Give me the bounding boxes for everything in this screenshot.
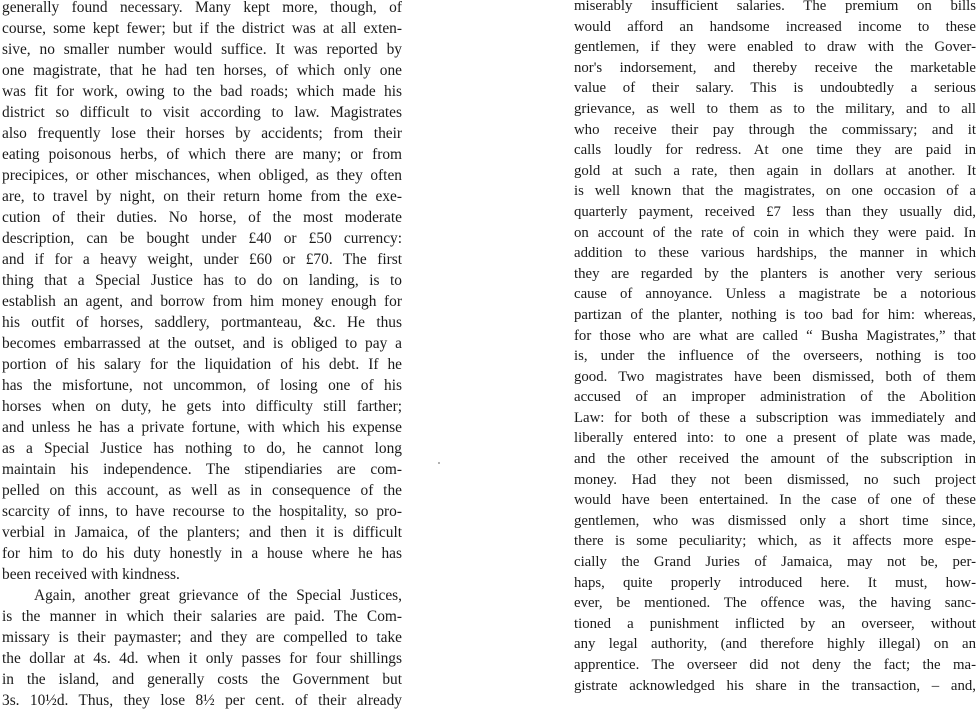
text-line: apprentice. The overseer did not deny the fact; the ma- (574, 657, 976, 673)
text-line: course, some kept fewer; but if the district was at all exten- (2, 20, 402, 37)
text-line: one magistrate, that he had ten horses, of which only one (2, 62, 402, 79)
text-line: would have been entertained. In the case of one of these (574, 492, 976, 509)
text-line: would afford an handsome increased income to these (574, 18, 976, 35)
text-line: ever, be mentioned. The offence was, the having sanc- (574, 595, 976, 612)
text-line: haps, quite properly introduced here. It must, how- (574, 574, 976, 591)
text-line: tioned a punishment inflicted by an overseer, without (574, 615, 976, 632)
text-line: also frequently lose their horses by accidents; from their (2, 125, 402, 142)
gutter-mark (438, 462, 440, 464)
text-line: been received with kindness. (2, 566, 180, 583)
left-page (0, 0, 440, 709)
text-line: is, under the influence of the overseers, nothing is too (574, 348, 976, 365)
text-line: partizan of the planter, nothing is too bad for him: whereas, (574, 306, 976, 323)
text-line: and the other received the amount of the subscription in (574, 451, 976, 468)
text-line: miserably insufficient salaries. The premium on bills (574, 0, 976, 14)
text-line: and unless he has a private fortune, with which his expense (2, 419, 402, 436)
text-line: Law: for both of these a subscription was immediately and (574, 409, 976, 426)
text-line: value of their salary. This is undoubtedly a serious (574, 80, 976, 97)
text-line: horses when on duty, he gets into difficulty still farther; (2, 398, 402, 415)
text-line: as a Special Justice has nothing to do, he cannot long (2, 440, 402, 457)
text-line: is the manner in which their salaries are paid. The Com- (2, 608, 402, 625)
text-line: who receive their pay through the commissary; and it (574, 121, 976, 138)
text-line: verbial in Jamaica, of the planters; and then it is difficult (2, 524, 402, 541)
text-line: in the island, and generally costs the Government but (2, 671, 402, 688)
text-line: for him to do his duty honestly in a house where he has (2, 545, 402, 562)
text-line: scarcity of inns, to have recourse to the hospitality, so pro- (2, 503, 402, 520)
text-line: maintain his independence. The stipendiaries are com- (2, 461, 402, 478)
right-paragraph (560, 0, 980, 696)
text-line: any legal authority, (and therefore highly illegal) on an (574, 636, 976, 653)
text-line: gentlemen, who was dismissed only a short time since, (574, 512, 976, 529)
text-line: on account of the rate of coin in which they were paid. In (574, 224, 976, 241)
text-line: liberally entered into: to one a present of plate was made, (574, 430, 976, 447)
text-line: for those who are what are called “ Busha Magistrates,” that (574, 327, 976, 344)
text-line: thing that a Special Justice has to do on landing, is to (2, 272, 402, 289)
text-line: sive, no smaller number would suffice. It was reported by (2, 41, 402, 58)
text-line: precipices, or other mischances, when obliged, as they often (2, 167, 402, 184)
text-line: cially the Grand Juries of Jamaica, may not be, per- (574, 554, 976, 571)
text-line: there is some peculiarity; which, as it affects more espe- (574, 533, 976, 550)
text-line: nor's indorsement, and thereby receive the marketable (574, 59, 976, 76)
left-paragraph-2 (0, 585, 440, 711)
text-line: gistrate acknowledged his share in the transaction, – and, (574, 677, 976, 694)
text-line: gentlemen, if they were enabled to draw with the Gover- (574, 39, 976, 56)
text-line: gold at such a rate, then again in dollars at another. It (574, 162, 976, 179)
text-line: good. Two magistrates have been dismissed, both of them (574, 368, 976, 385)
text-line: they are regarded by the planters is another very serious (574, 265, 976, 282)
text-line: pelled on this account, as well as in consequence of the (2, 482, 402, 499)
text-line: are, to travel by night, on their return home from the exe- (2, 188, 402, 205)
text-line: grievance, as well to them as to the military, and to all (574, 100, 976, 117)
text-line: calls loudly for redress. At one time they are paid in (574, 142, 976, 159)
text-line: cution of their duties. No horse, of the most moderate (2, 209, 402, 226)
text-line: quarterly payment, received £7 less than they usually did, (574, 203, 976, 220)
text-line: description, can be bought under £40 or £50 currency: (2, 230, 402, 247)
text-line: has the misfortune, not uncommon, of losing one of his (2, 377, 402, 394)
text-line: addition to these various hardships, the manner in which (574, 245, 976, 262)
text-line: cause of annoyance. Unless a magistrate be a notorious (574, 286, 976, 303)
text-line: establish an agent, and borrow from him money enough for (2, 293, 402, 310)
text-line: money. Had they not been dismissed, no such project (574, 471, 976, 488)
text-line: 3s. 10½d. Thus, they lose 8½ per cent. of their already (2, 692, 402, 709)
text-line: missary is their paymaster; and they are compelled to take (2, 629, 402, 646)
text-line: eating poisonous herbs, of which there are many; or from (2, 146, 402, 163)
text-line: portion of his salary for the liquidation of his debt. If he (2, 356, 402, 373)
right-page (560, 0, 980, 694)
text-line: generally found necessary. Many kept more, though, of (2, 0, 402, 16)
left-paragraph-1 (0, 0, 440, 585)
text-line: his outfit of horses, saddlery, portmanteau, &c. He thus (2, 314, 402, 331)
text-line: was fit for work, owing to the bad roads; which made his (2, 83, 402, 100)
text-line: becomes embarrassed at the outset, and is obliged to pay a (2, 335, 402, 352)
text-line: and if for a heavy weight, under £60 or £70. The first (2, 251, 402, 268)
text-line: district so difficult to visit according to law. Magistrates (2, 104, 402, 121)
text-line: Again, another great grievance of the Special Justices, (34, 587, 402, 604)
text-line: is well known that the magistrates, on one occasion of a (574, 183, 976, 200)
text-line: the dollar at 4s. 4d. when it only passes for four shillings (2, 650, 402, 667)
text-line: accused of an improper administration of the Abolition (574, 389, 976, 406)
